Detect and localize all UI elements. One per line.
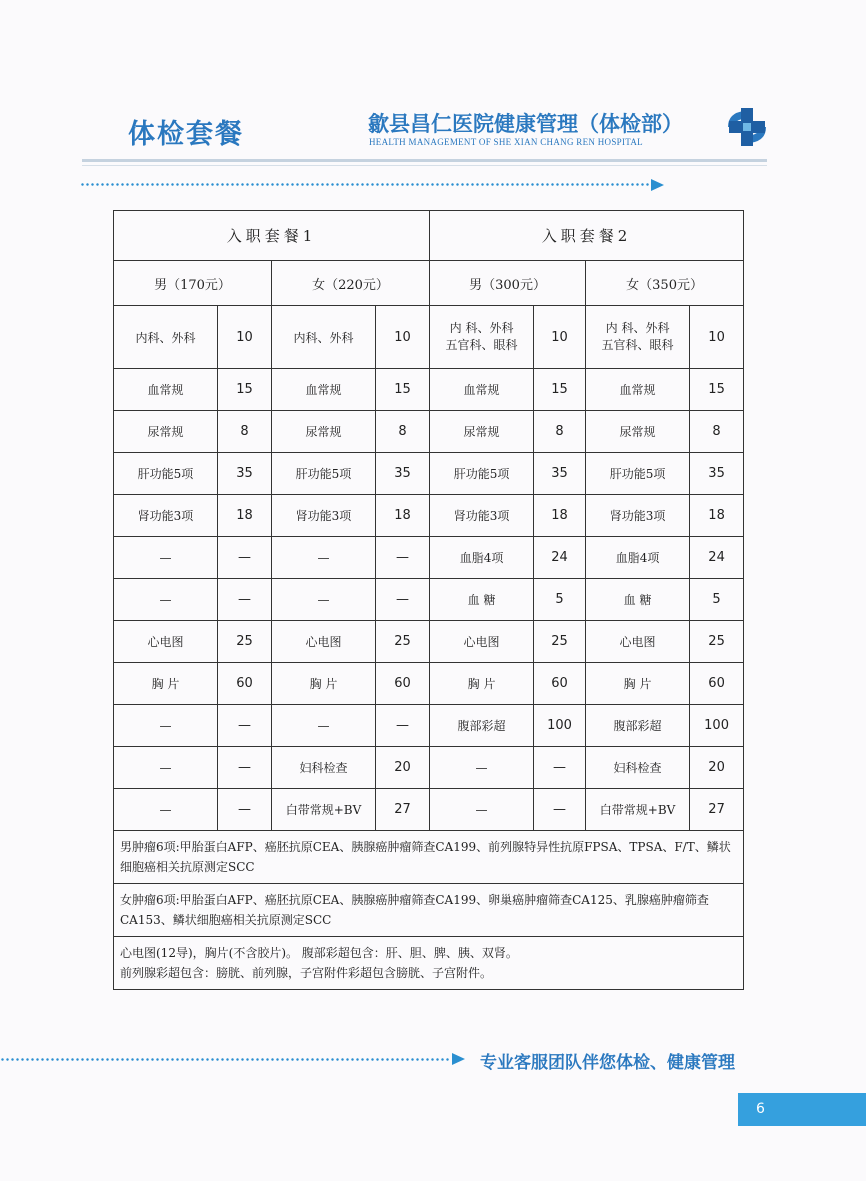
item-cell: — xyxy=(272,705,376,747)
table-row xyxy=(114,789,744,831)
price-cell: 60 xyxy=(376,663,430,705)
package-table xyxy=(113,210,744,990)
price-cell: 60 xyxy=(218,663,272,705)
table-row xyxy=(114,495,744,537)
price-cell: 5 xyxy=(690,579,744,621)
table-row xyxy=(114,663,744,705)
item-cell: 胸 片 xyxy=(114,663,218,705)
price-cell: 10 xyxy=(218,306,272,369)
price-cell: — xyxy=(376,537,430,579)
item-cell: — xyxy=(114,789,218,831)
hospital-name-cn: 歙县昌仁医院健康管理（体检部） xyxy=(368,112,683,136)
group-header: 男（300元） xyxy=(430,261,586,306)
table-row xyxy=(114,453,744,495)
price-cell: — xyxy=(534,747,586,789)
header-rule-thin xyxy=(82,165,767,166)
price-cell: 10 xyxy=(534,306,586,369)
header-rule xyxy=(82,159,767,162)
price-cell: 60 xyxy=(534,663,586,705)
page-title: 体检套餐 xyxy=(128,119,244,150)
price-cell: — xyxy=(376,579,430,621)
price-cell: 60 xyxy=(690,663,744,705)
group-header: 女（220元） xyxy=(272,261,430,306)
price-cell: — xyxy=(218,747,272,789)
item-cell: 肝功能5项 xyxy=(430,453,534,495)
price-cell: 25 xyxy=(534,621,586,663)
item-label: 内 科、外科 五官科、眼科 xyxy=(601,321,674,352)
price-cell: 20 xyxy=(376,747,430,789)
item-cell: 白带常规+BV xyxy=(586,789,690,831)
item-cell: — xyxy=(430,789,534,831)
item-cell: 肾功能3项 xyxy=(430,495,534,537)
arrow-right-icon xyxy=(651,179,664,191)
item-cell: 妇科检查 xyxy=(272,747,376,789)
package-2-header: 入职套餐2 xyxy=(430,211,744,261)
note-text: 女肿瘤6项:甲胎蛋白AFP、癌胚抗原CEA、胰腺癌肿瘤筛查CA199、卵巢癌肿瘤筛查CA125、乳腺癌肿瘤筛查CA153、鳞状细胞癌相关抗原测定SCC xyxy=(114,884,744,937)
item-cell xyxy=(586,306,690,369)
price-cell: 18 xyxy=(534,495,586,537)
hospital-name-en: HEALTH MANAGEMENT OF SHE XIAN CHANG REN HOSPITAL xyxy=(369,137,643,147)
item-cell: 肾功能3项 xyxy=(586,495,690,537)
arrow-right-icon xyxy=(452,1053,465,1065)
price-cell: 24 xyxy=(534,537,586,579)
item-cell: 腹部彩超 xyxy=(586,705,690,747)
table-row xyxy=(114,369,744,411)
item-cell: 肾功能3项 xyxy=(272,495,376,537)
price-cell: 8 xyxy=(376,411,430,453)
price-cell: 20 xyxy=(690,747,744,789)
price-cell: — xyxy=(218,789,272,831)
note-row xyxy=(114,831,744,884)
price-cell: 8 xyxy=(690,411,744,453)
item-cell: 胸 片 xyxy=(430,663,534,705)
item-cell: — xyxy=(272,537,376,579)
table-row xyxy=(114,537,744,579)
item-cell: 血常规 xyxy=(586,369,690,411)
item-cell: 内科、外科 xyxy=(272,306,376,369)
item-cell: 肾功能3项 xyxy=(114,495,218,537)
page-number: 6 xyxy=(738,1093,866,1126)
package-1-header: 入职套餐1 xyxy=(114,211,430,261)
price-cell: 18 xyxy=(376,495,430,537)
price-cell: 35 xyxy=(690,453,744,495)
item-cell: — xyxy=(114,747,218,789)
item-cell: — xyxy=(114,579,218,621)
price-cell: 25 xyxy=(218,621,272,663)
item-cell: 妇科检查 xyxy=(586,747,690,789)
price-cell: 18 xyxy=(218,495,272,537)
note-row xyxy=(114,937,744,990)
item-cell: 心电图 xyxy=(272,621,376,663)
item-cell: 肝功能5项 xyxy=(114,453,218,495)
price-cell: 10 xyxy=(690,306,744,369)
price-cell: 5 xyxy=(534,579,586,621)
price-cell: 100 xyxy=(534,705,586,747)
price-cell: 25 xyxy=(376,621,430,663)
group-header: 男（170元） xyxy=(114,261,272,306)
hospital-cross-logo-icon xyxy=(724,105,770,149)
item-cell: — xyxy=(430,747,534,789)
dotted-divider-bottom xyxy=(0,1058,450,1061)
price-cell: 8 xyxy=(534,411,586,453)
table-row xyxy=(114,747,744,789)
price-cell: 15 xyxy=(218,369,272,411)
price-cell: 100 xyxy=(690,705,744,747)
price-cell: 27 xyxy=(690,789,744,831)
item-cell: — xyxy=(272,579,376,621)
footer-slogan: 专业客服团队伴您体检、健康管理 xyxy=(480,1053,735,1073)
price-cell: — xyxy=(218,705,272,747)
note-row xyxy=(114,884,744,937)
item-cell: 肝功能5项 xyxy=(586,453,690,495)
table-row xyxy=(114,579,744,621)
item-cell: 血常规 xyxy=(272,369,376,411)
item-cell: 血 糖 xyxy=(430,579,534,621)
price-cell: 35 xyxy=(218,453,272,495)
item-cell: 胸 片 xyxy=(586,663,690,705)
price-cell: 8 xyxy=(218,411,272,453)
item-cell: 心电图 xyxy=(114,621,218,663)
price-cell: 24 xyxy=(690,537,744,579)
note-text: 男肿瘤6项:甲胎蛋白AFP、癌胚抗原CEA、胰腺癌肿瘤筛查CA199、前列腺特异性抗原FPSA、TPSA、F/T、鳞状细胞癌相关抗原测定SCC xyxy=(114,831,744,884)
item-label: 内 科、外科 五官科、眼科 xyxy=(445,321,518,352)
item-cell: 血常规 xyxy=(114,369,218,411)
note-text: 心电图(12导)，胸片(不含胶片)。 腹部彩超包含：肝、胆、脾、胰、双肾。 前列腺彩超包含：膀胱、前列腺，子宫附件彩超包含膀胱、子宫附件。 xyxy=(114,937,744,990)
price-cell: 25 xyxy=(690,621,744,663)
item-cell: 白带常规+BV xyxy=(272,789,376,831)
item-cell: 尿常规 xyxy=(272,411,376,453)
price-cell: 15 xyxy=(534,369,586,411)
price-cell: — xyxy=(534,789,586,831)
item-cell: 血脂4项 xyxy=(586,537,690,579)
price-cell: 18 xyxy=(690,495,744,537)
price-cell: — xyxy=(218,537,272,579)
item-cell: 腹部彩超 xyxy=(430,705,534,747)
item-cell: — xyxy=(114,537,218,579)
item-cell: 内科、外科 xyxy=(114,306,218,369)
price-cell: — xyxy=(218,579,272,621)
item-cell: 尿常规 xyxy=(114,411,218,453)
item-cell: 尿常规 xyxy=(586,411,690,453)
table-row xyxy=(114,705,744,747)
item-cell: 胸 片 xyxy=(272,663,376,705)
table-row xyxy=(114,621,744,663)
item-cell xyxy=(430,306,534,369)
dotted-divider xyxy=(80,183,652,186)
price-cell: 15 xyxy=(376,369,430,411)
item-cell: 心电图 xyxy=(586,621,690,663)
group-header: 女（350元） xyxy=(586,261,744,306)
price-cell: 15 xyxy=(690,369,744,411)
price-cell: 10 xyxy=(376,306,430,369)
item-cell: — xyxy=(114,705,218,747)
price-cell: 27 xyxy=(376,789,430,831)
price-cell: — xyxy=(376,705,430,747)
item-cell: 血 糖 xyxy=(586,579,690,621)
item-cell: 血脂4项 xyxy=(430,537,534,579)
price-cell: 35 xyxy=(376,453,430,495)
table-row xyxy=(114,411,744,453)
price-cell: 35 xyxy=(534,453,586,495)
item-cell: 肝功能5项 xyxy=(272,453,376,495)
item-cell: 尿常规 xyxy=(430,411,534,453)
item-cell: 心电图 xyxy=(430,621,534,663)
table-row xyxy=(114,306,744,369)
item-cell: 血常规 xyxy=(430,369,534,411)
